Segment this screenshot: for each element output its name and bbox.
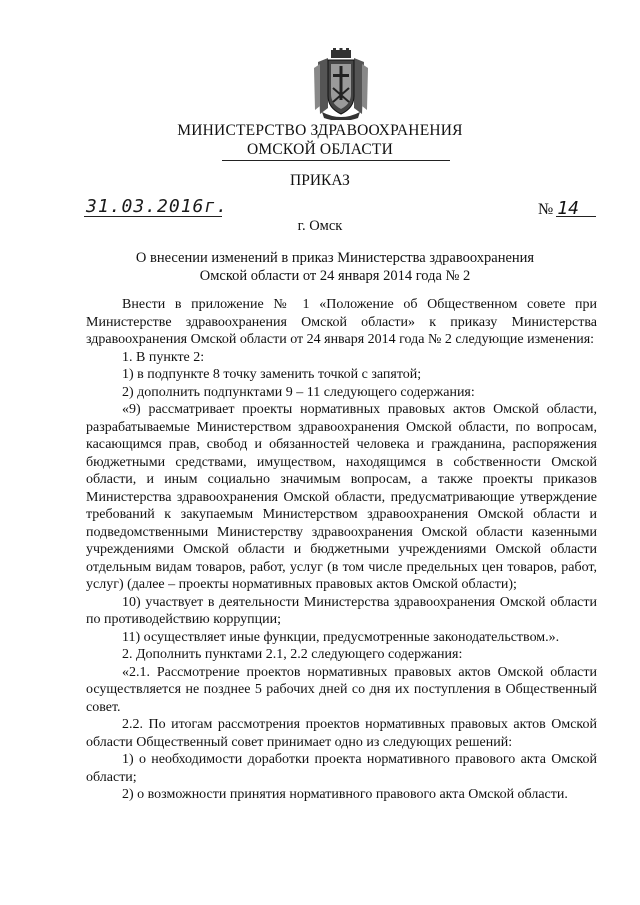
number-underline	[556, 216, 596, 217]
paragraph: 1. В пункте 2:	[122, 349, 205, 365]
ministry-name-line1: МИНИСТЕРСТВО ЗДРАВООХРАНЕНИЯ	[177, 122, 463, 139]
paragraph: 2. Дополнить пунктами 2.1, 2.2 следующего содержания:	[122, 647, 463, 662]
paragraph: 2.2. По итогам рассмотрения проектов нормативных правовых актов Омской области Общественный совет принимает одно из следующих решений:	[86, 717, 597, 750]
ministry-name-line2: ОМСКОЙ ОБЛАСТИ	[247, 141, 393, 158]
header-divider	[222, 160, 450, 161]
paragraph: 2) дополнить подпунктами 9 – 11 следующего содержания:	[122, 384, 475, 400]
handwritten-number: 14	[557, 198, 579, 219]
document-subject	[100, 249, 570, 285]
handwritten-date: 31.03.2016г.	[86, 196, 229, 217]
paragraph: 2) о возможности принятия нормативного правового акта Омской области.	[122, 787, 568, 802]
paragraph: 10) участвует в деятельности Министерства здравоохранения Омской области по противодействию коррупции;	[86, 594, 597, 627]
document-body	[86, 296, 597, 804]
subject-line1: О внесении изменений в приказ Министерства здравоохранения	[135, 250, 535, 266]
paragraph: 1) о необходимости доработки проекта нормативного правового акта Омской области;	[86, 752, 597, 785]
paragraph: 11) осуществляет иные функции, предусмотренные законодательством.».	[122, 629, 560, 645]
subject-line2: Омской области от 24 января 2014 года № 2	[199, 268, 471, 284]
number-label: №	[538, 201, 554, 218]
paragraph: «9) рассматривает проекты нормативных правовых актов Омской области, разрабатываемые Министерством здравоохранения Омской области, по вопросам, касающимся прав, свобод и обязанностей человека и гражданина, распоряжения бюджетными средствами, имуществом, находящимся в собственности Омской области, и иным социально значимым вопросам, а также проекты приказов Министерства здравоохранения Омской области, предусматривающие утверждение требований к закупаемым Министерством здравоохранения Омской области и подведомственными Министерству здравоохранения Омской области казенными учреждениями Омской области и бюджетными учреждениями Омской области отдельным видам товаров, работ, услуг (в том числе предельных цен товаров, работ, услуг) (далее – проекты нормативных правовых актов Омской области);	[86, 402, 597, 592]
paragraph: 1) в подпункте 8 точку заменить точкой с запятой;	[122, 367, 422, 382]
city: г. Омск	[297, 218, 343, 234]
date-underline	[84, 216, 222, 217]
paragraph: «2.1. Рассмотрение проектов нормативных правовых актов Омской области осуществляется не позднее 5 рабочих дней со дня их поступления в Общественный совет.	[86, 664, 597, 715]
document-type: ПРИКАЗ	[290, 172, 350, 189]
paragraph: Внести в приложение № 1 «Положение об Общественном совете при Министерстве здравоохранения Омской области» к приказу Министерства здравоохранения Омской области от 24 января 2014 года № 2 следующие изменения:	[86, 297, 597, 347]
omsk-coat-of-arms-icon	[312, 48, 370, 120]
